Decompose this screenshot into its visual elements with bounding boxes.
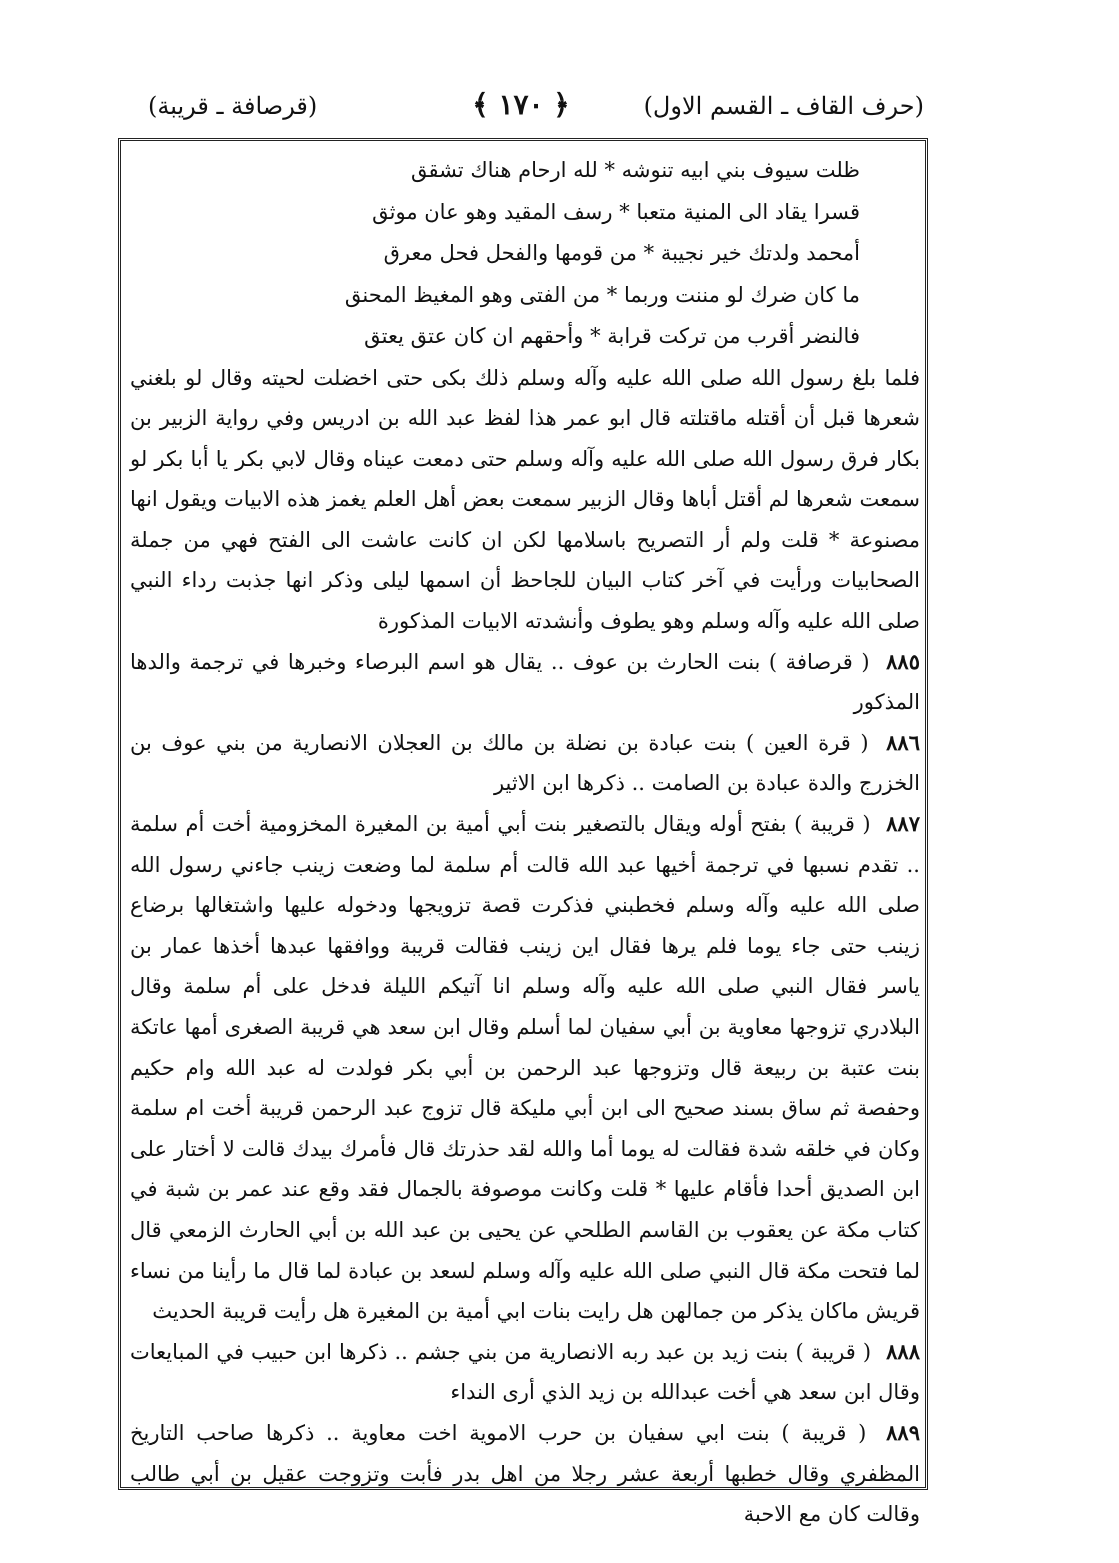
poem-verse: قسرا يقاد الى المنية متعبا * رسف المقيد وهو عان موثق	[372, 199, 860, 224]
text-line: حكيم وحفصة ثم ساق بسند صحيح الى ابن أبي مليكة قال تزوج عبد الرحمن قريبة أخت ام سلمة وكان	[130, 1055, 920, 1161]
poem	[130, 150, 920, 358]
entry-886	[130, 723, 920, 804]
text-line: أحدا فأقام عليها * قلت وكانت موصوفة بالجمال فقد وقع عند عمر بن شبة في كتاب مكة عن يعقوب بن	[130, 1177, 921, 1242]
page-header	[118, 88, 924, 132]
text-line: ( قرة العين ) بنت عبادة بن نضلة بن مالك بن العجلان الانصارية من بني عوف بن الخزرج والدة	[130, 730, 920, 796]
page-number: ﴿ ١٧٠ ﴾	[472, 88, 570, 121]
entry-889	[130, 1413, 920, 1535]
entry-number: ٨٨٨	[886, 1338, 920, 1364]
text-line: ( قريبة ) بنت زيد بن عبد ربه الانصارية من بني جشم .. ذكرها ابن حبيب في المبايعات	[130, 1339, 872, 1364]
text-line: وآله وسلم لسعد بن عبادة لما قال ما رأينا من نساء قريش ماكان يذكر من جمالهن هل رايت بنات ابي	[130, 1258, 920, 1324]
entry-number: ٨٨٥	[886, 648, 920, 674]
text-line: ( قريبة ) بنت ابي سفيان بن حرب الاموية اخت معاوية .. ذكرها صاحب التاريخ المظفري	[130, 1420, 920, 1486]
section-title: (قرصافة ـ قريبة)	[148, 92, 318, 120]
text-line: الصغرى أمها عاتكة بنت عتبة بن ربيعة قال وتزوجها عبد الرحمن بن أبي بكر فولدت له عبد الله وام	[130, 1015, 920, 1080]
entry-number: ٨٨٧	[886, 811, 920, 837]
text-line: فلما بلغ رسول الله صلى الله عليه وآله وسلم ذلك بكى حتى اخضلت لحيته وقال لو بلغني شعرها	[130, 365, 920, 431]
chapter-title: (حرف القاف ـ القسم الاول)	[643, 92, 924, 120]
text-line: وقال الزبير سمعت بعض أهل العلم يغمز هذه الابيات ويقول انها مصنوعة * قلت ولم أر التصريح باسلامها	[130, 487, 920, 552]
text-line: الليلة فدخل على أم سلمة وقال البلادري تزوجها معاوية بن أبي سفيان لما أسلم وقال ابن سعد هي قريبة	[130, 974, 920, 1039]
poem-verse: ما كان ضرك لو مننت وربما * من الفتى وهو المغيظ المحنق	[344, 282, 860, 307]
text-line: وقال خطبها أربعة عشر رجلا من اهل بدر فأبت وتزوجت عقيل بن أبي طالب وقالت كان مع الاحبة	[130, 1461, 920, 1527]
text-line: قبل أن أقتله ماقتلته قال ابو عمر هذا لفظ عبد الله بن ادريس وفي رواية الزبير بن بكار فرق رسول	[130, 406, 920, 471]
poem-verse: أمحمد ولدتك خير نجيبة * من قومها والفحل فحل معرق	[383, 241, 860, 265]
poem-verse: فالنضر أقرب من تركت قرابة * وأحقهم ان كان عتق يعتق	[364, 324, 860, 348]
entry-number: ٨٨٦	[886, 729, 920, 755]
entry-888	[130, 1332, 920, 1413]
entry-885	[130, 642, 920, 723]
text-line: نسبها في ترجمة أخيها عبد الله قالت أم سلمة لما وضعت زينب جاءني رسول الله صلى الله عليه وآله وسلم	[130, 852, 921, 918]
text-line: ( قرصافة ) بنت الحارث بن عوف .. يقال هو اسم البرصاء وخبرها في ترجمة والدها المذكور	[130, 649, 920, 715]
entry-887	[130, 804, 920, 1332]
text-line: القاسم الطلحي عن يحيى بن عبد الله بن أبي الحارث الزمعي قال لما فتحت مكة قال النبي صلى الله عليه	[130, 1217, 920, 1283]
text-line: عبادة بن الصامت .. ذكرها ابن الاثير	[493, 771, 802, 796]
text-line: زينب فقالت قريبة ووافقها عبدها أخذها عمار بن ياسر فقال النبي صلى الله عليه وآله وسلم انا آتيكم	[130, 933, 920, 999]
page-body	[130, 150, 921, 1527]
paragraph	[130, 358, 920, 642]
text-line: الله صلى الله عليه وآله وسلم حتى دمعت عيناه وقال لابي بكر يا أبا بكر لو سمعت شعرها لم أقتل أباها	[130, 446, 920, 512]
text-line: أمية بن المغيرة هل رأيت قريبة الحديث	[152, 1299, 490, 1324]
text-line: اسمها ليلى وذكر انها جذبت رداء النبي صلى الله عليه وآله وسلم وهو يطوف وأنشدته الابيات المذكورة	[130, 568, 920, 634]
entry-number: ٨٨٩	[886, 1419, 920, 1445]
poem-verse: ظلت سيوف بني ابيه تنوشه * لله ارحام هناك تشقق	[410, 158, 860, 182]
text-line: وقال ابن سعد هي أخت عبدالله بن زيد الذي أرى النداء	[450, 1380, 920, 1405]
text-line: في خلقه شدة فقالت له يوما أما والله لقد حذرتك قال فأمرك بيدك قالت لا أختار على ابن الصديق	[130, 1136, 920, 1202]
text-line: لكن ان كانت عاشت الى الفتح فهي من جملة الصحابيات ورأيت في آخر كتاب البيان للجاحظ أن	[130, 527, 920, 593]
text-line: فخطبني فذكرت قصة تزويجها ودخوله عليها واشتغالها برضاع زينب حتى جاء يوما فلم يرها فقال اين	[130, 893, 920, 958]
text-line: ( قريبة ) بفتح أوله ويقال بالتصغير بنت أبي أمية بن المغيرة المخزومية أخت أم سلمة .. تقدم	[130, 812, 920, 877]
